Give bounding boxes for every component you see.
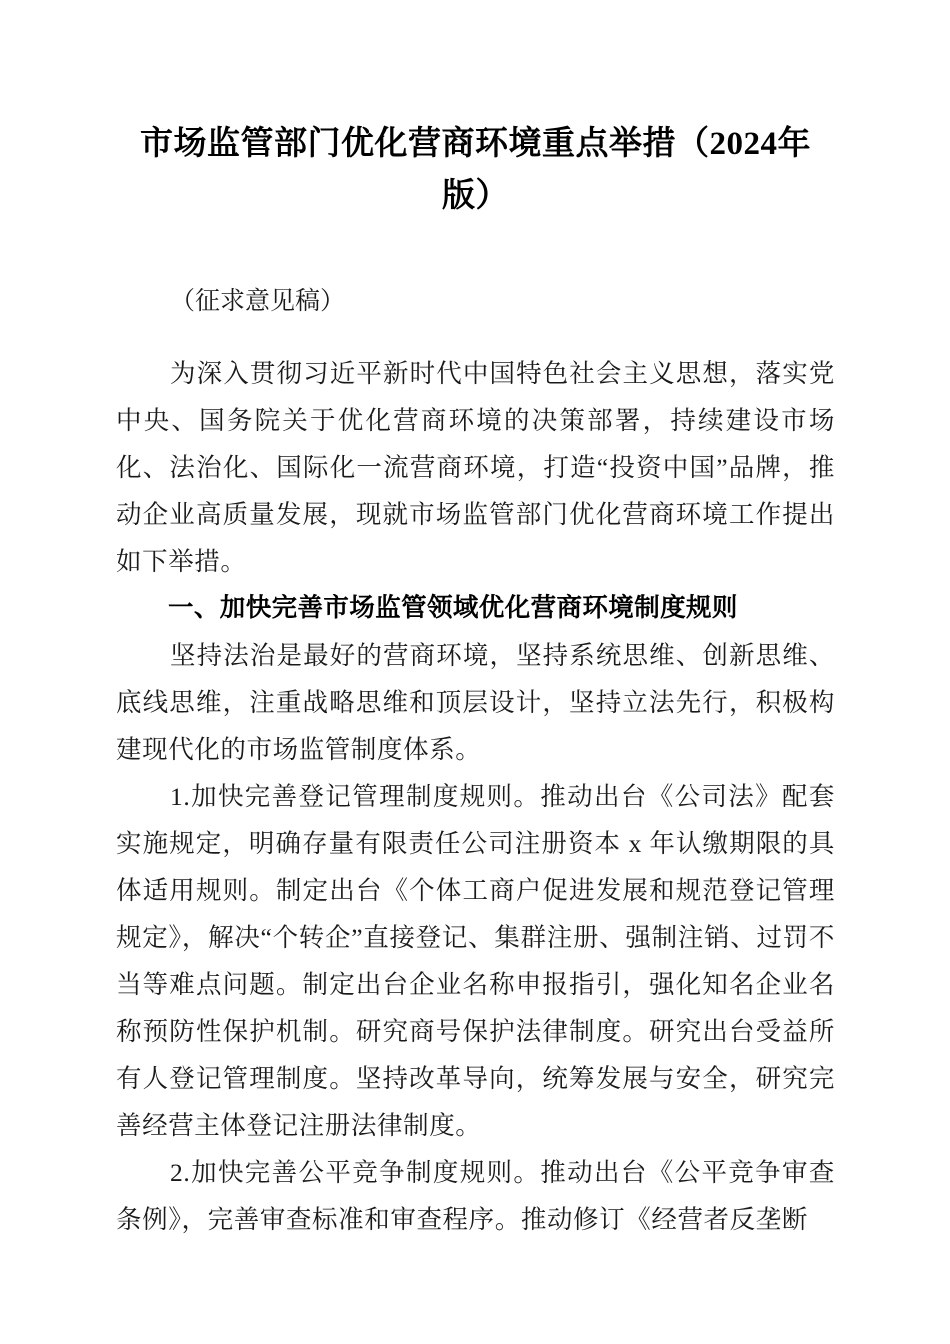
preamble-paragraph: 为深入贯彻习近平新时代中国特色社会主义思想，落实党中央、国务院关于优化营商环境的决策部署，持续建设市场化、法治化、国际化一流营商环境，打造“投资中国”品牌，推动企业高质量发展，现就市场监管部门优化营商环境工作提出如下举措。 xyxy=(116,359,835,576)
numbered-item-2: 2.加快完善公平竞争制度规则。推动出台《公平竞争审查条例》，完善审查标准和审查程序。推动修订《经营者反垄断 xyxy=(116,1158,835,1234)
document-subtitle: （征求意见稿） xyxy=(170,288,346,315)
document-content xyxy=(116,118,835,1243)
document-title: 市场监管部门优化营商环境重点举措（2024年版） xyxy=(140,126,811,214)
section-1-intro-paragraph: 坚持法治是最好的营商环境，坚持系统思维、创新思维、底线思维，注重战略思维和顶层设计，坚持立法先行，积极构建现代化的市场监管制度体系。 xyxy=(116,641,835,764)
numbered-item-1: 1.加快完善登记管理制度规则。推动出台《公司法》配套实施规定，明确存量有限责任公司注册资本 x 年认缴期限的具体适用规则。制定出台《个体工商户促进发展和规范登记管理规定》，解决“个转企”直接登记、集群注册、强制注销、过罚不当等难点问题。制定出台企业名称申报指引，强化知名企业名称预防性保护机制。研究商号保护法律制度。研究出台受益所有人登记管理制度。坚持改革导向，统筹发展与安全，研究完善经营主体登记注册法律制度。 xyxy=(116,782,835,1140)
section-heading-1: 一、加快完善市场监管领域优化营商环境制度规则 xyxy=(168,594,738,622)
